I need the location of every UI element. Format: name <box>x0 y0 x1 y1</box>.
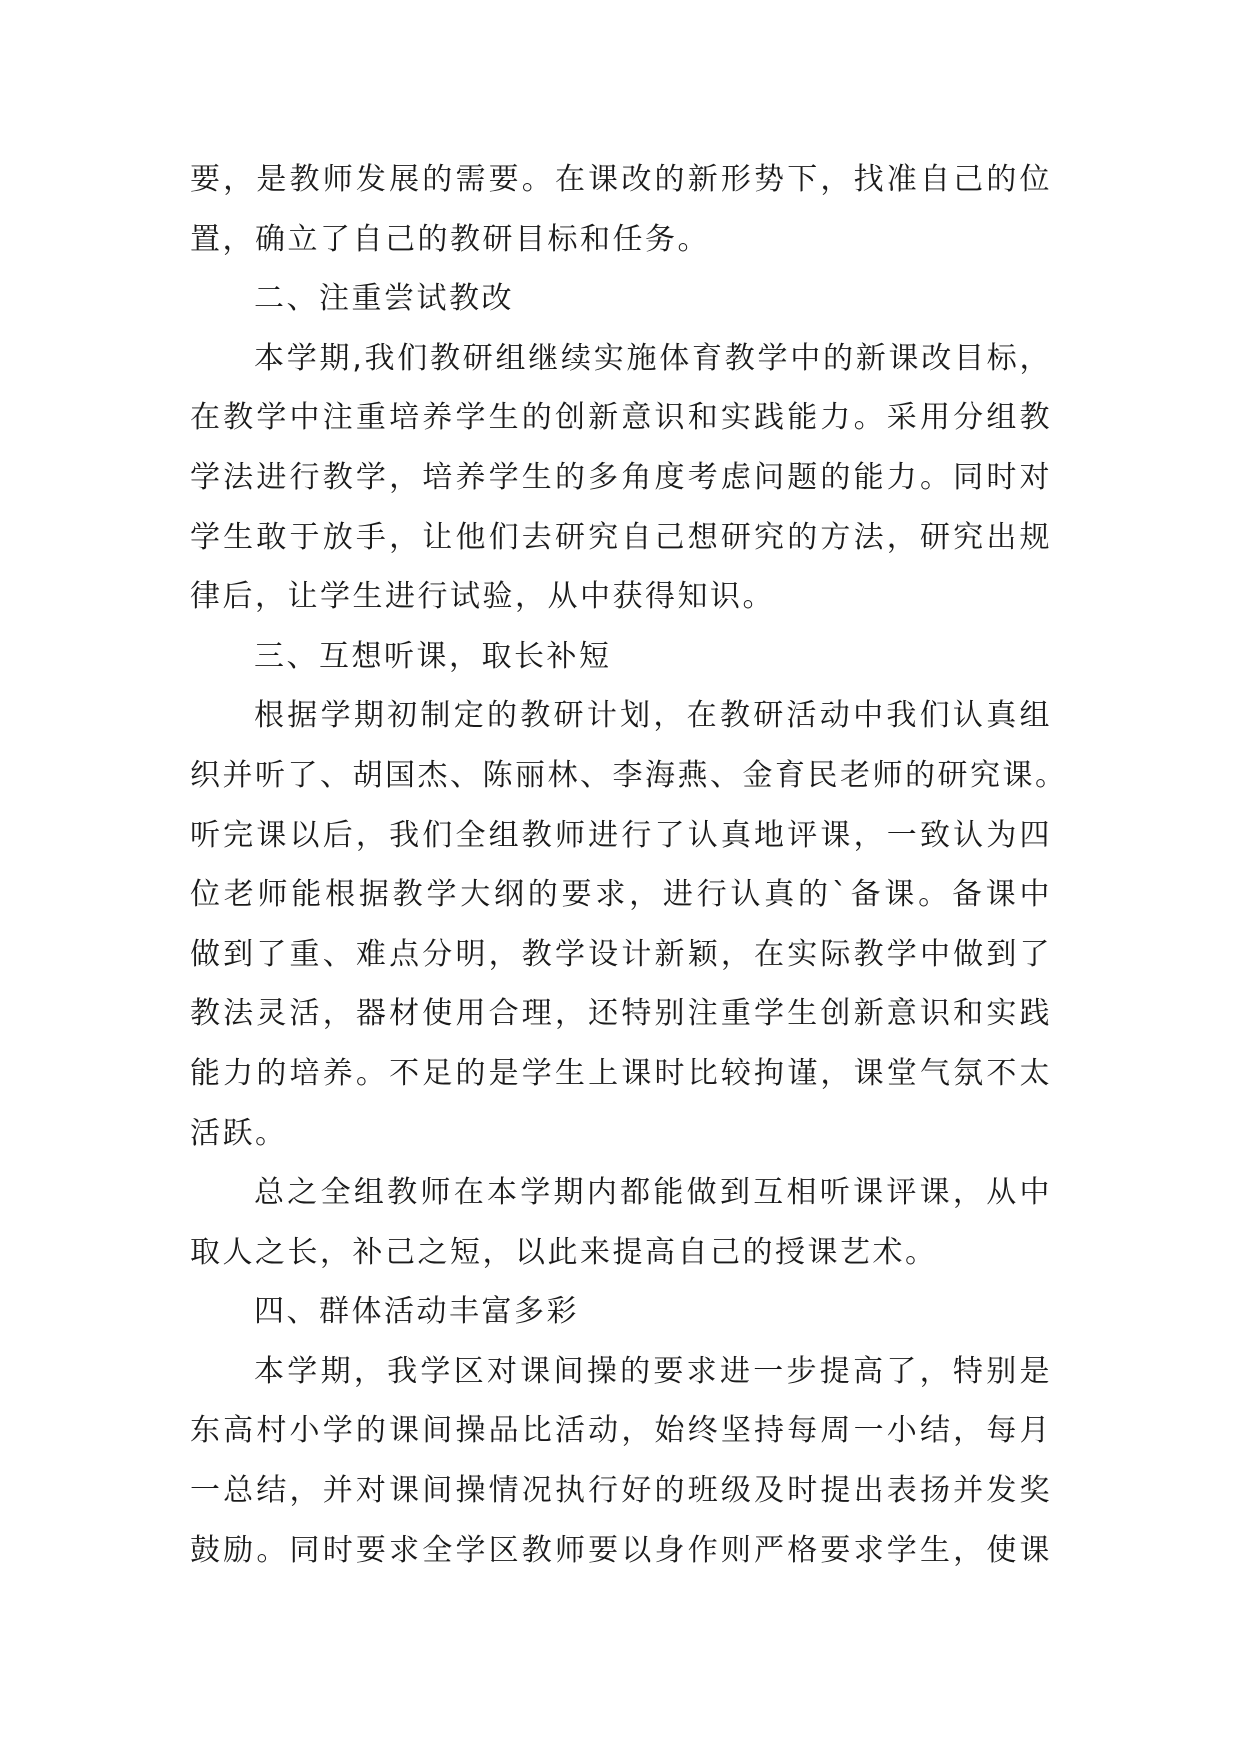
text-line: 学法进行教学，培养学生的多角度考虑问题的能力。同时对 <box>190 459 1052 495</box>
text-line: 三、互想听课，取长补短 <box>254 638 612 674</box>
text-line: 做到了重、难点分明，教学设计新颖，在实际教学中做到了 <box>190 936 1052 972</box>
body-text <box>190 150 1068 1580</box>
text-line: 听完课以后，我们全组教师进行了认真地评课，一致认为四 <box>190 817 1052 853</box>
text-line: 根据学期初制定的教研计划，在教研活动中我们认真组 <box>254 698 1052 734</box>
text-line: 教法灵活，器材使用合理，还特别注重学生创新意识和实践 <box>190 996 1052 1032</box>
text-line: 四、群体活动丰富多彩 <box>254 1294 579 1330</box>
text-line: 织并听了、胡国杰、陈丽林、李海燕、金育民老师的研究课。 <box>190 757 1068 793</box>
text-line: 一总结，并对课间操情况执行好的班级及时提出表扬并发奖 <box>190 1473 1052 1509</box>
text-line: 总之全组教师在本学期内都能做到互相听课评课，从中 <box>254 1175 1052 1211</box>
text-line: 学生敢于放手，让他们去研究自己想研究的方法，研究出规 <box>190 519 1052 555</box>
text-line: 二、注重尝试教改 <box>254 281 514 317</box>
text-line: 鼓励。同时要求全学区教师要以身作则严格要求学生，使课 <box>190 1532 1052 1568</box>
text-line: 置，确立了自己的教研目标和任务。 <box>190 221 710 257</box>
text-line: 本学期，我学区对课间操的要求进一步提高了，特别是 <box>254 1353 1052 1389</box>
text-line: 能力的培养。不足的是学生上课时比较拘谨，课堂气氛不太 <box>190 1055 1052 1091</box>
text-line: 在教学中注重培养学生的创新意识和实践能力。采用分组教 <box>190 400 1052 436</box>
text-line: 律后，让学生进行试验，从中获得知识。 <box>190 579 775 615</box>
text-line: 本学期,我们教研组继续实施体育教学中的新课改目标， <box>254 340 1052 376</box>
text-line: 活跃。 <box>190 1115 288 1151</box>
text-line: 取人之长，补己之短，以此来提高自己的授课艺术。 <box>190 1234 938 1270</box>
text-line: 东高村小学的课间操品比活动，始终坚持每周一小结，每月 <box>190 1413 1052 1449</box>
text-line: 位老师能根据教学大纲的要求，进行认真的`备课。备课中 <box>190 877 1052 913</box>
text-line: 要，是教师发展的需要。在课改的新形势下，找准自己的位 <box>190 162 1052 197</box>
